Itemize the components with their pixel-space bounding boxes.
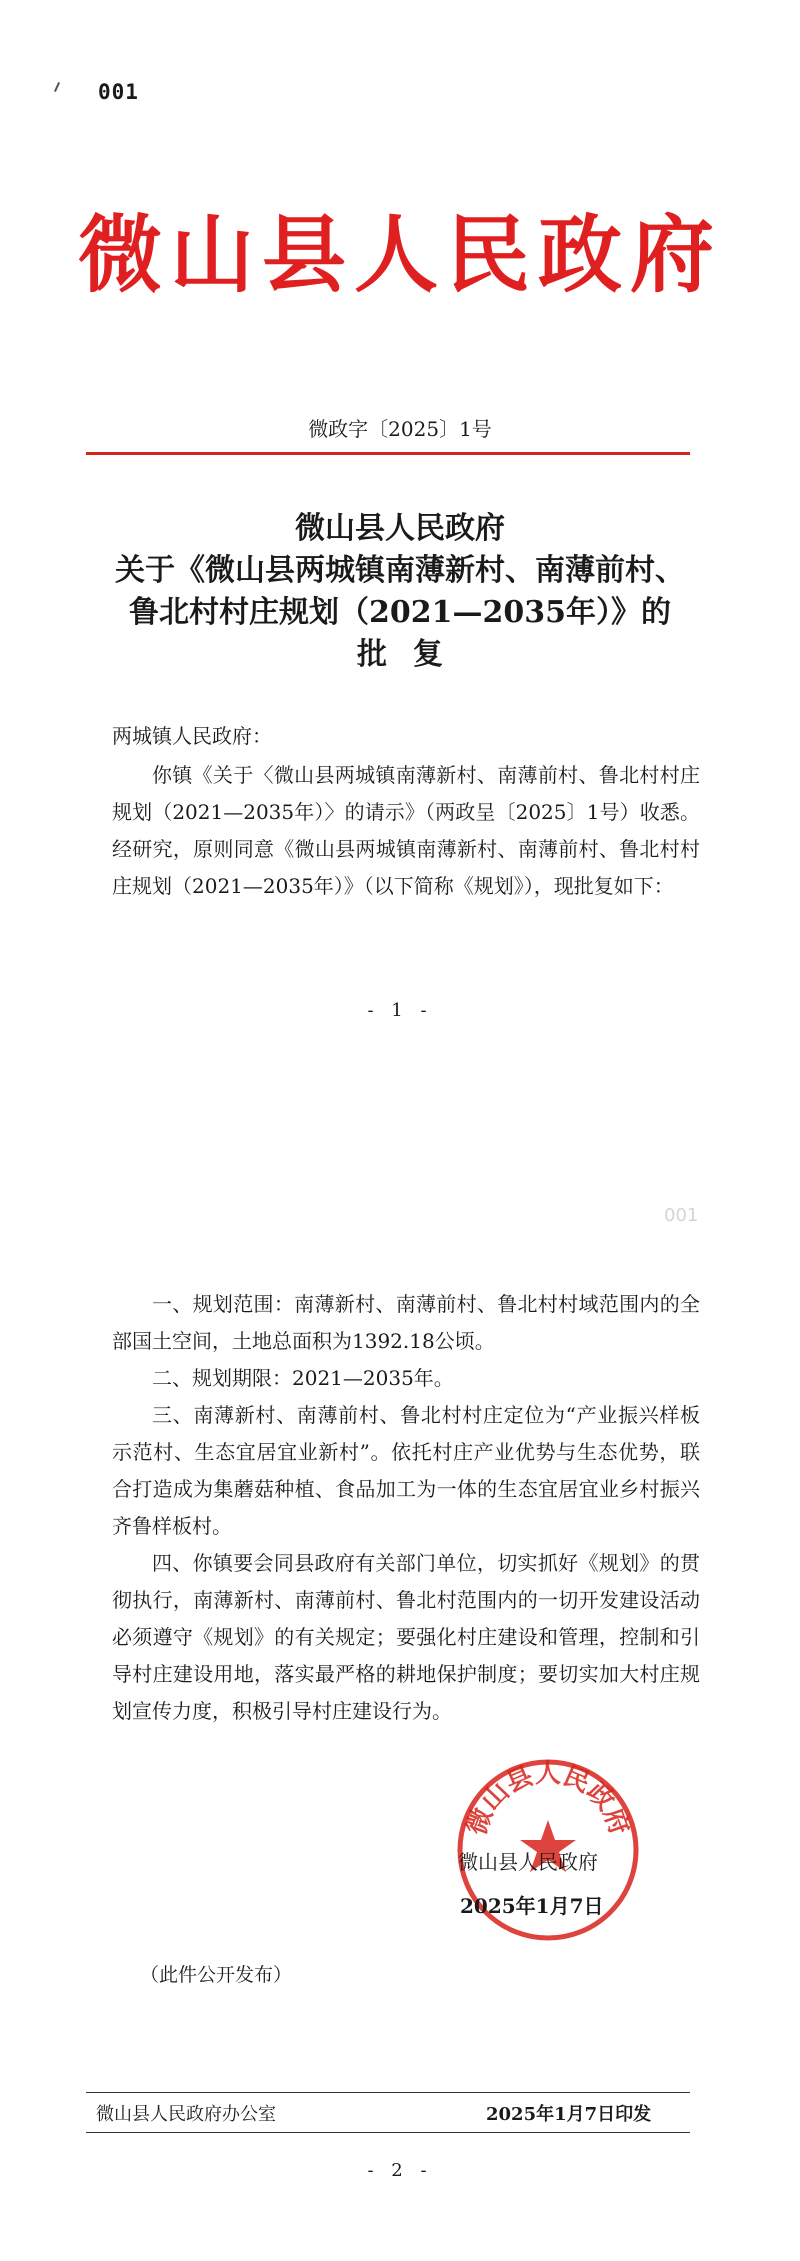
title-line-3: 鲁北村村庄规划（2021—2035年）》的 — [129, 595, 671, 630]
approval-item-1: 一、规划范围：南薄新村、南薄前村、鲁北村村域范围内的全部国土空间，土地总面积为1392.18公顷。 — [112, 1292, 700, 1353]
document-title — [70, 508, 730, 676]
title-line-2: 关于《微山县两城镇南薄新村、南薄前村、 — [115, 553, 685, 588]
disclosure-note: （此件公开发布） — [140, 1964, 293, 1986]
header-red-divider — [86, 452, 690, 455]
faint-serial-mark: 001 — [664, 1205, 699, 1226]
pen-mark — [54, 82, 60, 92]
page-number-2: - 2 - — [367, 2160, 433, 2181]
document-header-organization: 微山县人民政府 — [77, 205, 722, 304]
approval-items — [112, 1286, 700, 1730]
footer-top-rule — [86, 2092, 690, 2093]
signature-issuer: 微山县人民政府 — [458, 1850, 598, 1874]
addressee: 两城镇人民政府： — [112, 724, 272, 748]
intro-paragraph: 你镇《关于〈微山县两城镇南薄新村、南薄前村、鲁北村村庄规划（2021—2035年）〉的请示》（两政呈〔2025〕1号）收悉。经研究，原则同意《微山县两城镇南薄新村、南薄前村、鲁北村村庄规划（2021—2035年）》（以下简称《规划》），现批复如下： — [112, 763, 700, 898]
footer-print-date: 2025年1月7日印发 — [486, 2104, 652, 2125]
approval-item-3: 三、南薄新村、南薄前村、鲁北村村庄定位为“产业振兴样板示范村、生态宜居宜业新村”。依托村庄产业优势与生态优势，联合打造成为集蘑菇种植、食品加工为一体的生态宜居宜业乡村振兴齐鲁样板村。 — [112, 1403, 700, 1538]
serial-number: 001 — [98, 80, 139, 104]
intro-paragraph-block — [112, 757, 700, 905]
title-line-1: 微山县人民政府 — [295, 511, 505, 546]
page-number-1: - 1 - — [367, 1000, 433, 1021]
signature-date: 2025年1月7日 — [460, 1894, 604, 1918]
approval-item-2: 二、规划期限：2021—2035年。 — [152, 1366, 454, 1390]
seal-text: 微山县人民政府 — [461, 1759, 635, 1839]
approval-item-4: 四、你镇要会同县政府有关部门单位，切实抓好《规划》的贯彻执行，南薄新村、南薄前村、鲁北村范围内的一切开发建设活动必须遵守《规划》的有关规定；要强化村庄建设和管理，控制和引导村庄建设用地，落实最严格的耕地保护制度；要切实加大村庄规划宣传力度，积极引导村庄建设行为。 — [112, 1551, 700, 1723]
footer-issuing-office: 微山县人民政府办公室 — [96, 2104, 276, 2125]
title-line-4: 批复 — [357, 637, 469, 672]
footer-bottom-rule — [86, 2132, 690, 2133]
document-number: 微政字〔2025〕1号 — [308, 417, 492, 441]
